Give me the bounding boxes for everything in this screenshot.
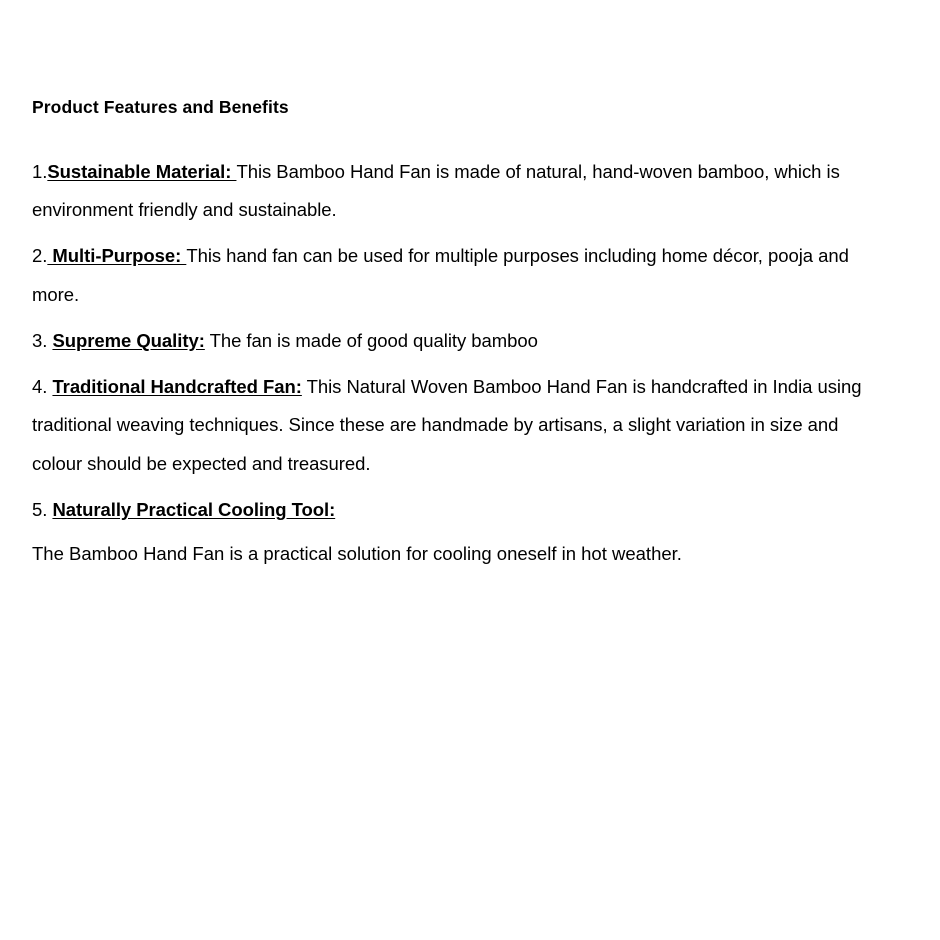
feature-number-5: 5.: [32, 499, 48, 520]
feature-item-2: [32, 237, 888, 314]
feature-body-3: The fan is made of good quality bamboo: [204, 329, 538, 351]
feature-item-1: [32, 153, 888, 230]
feature-item-4: [32, 368, 888, 483]
feature-number-3: 3.: [32, 329, 48, 351]
feature-number-4: 4.: [32, 376, 48, 398]
feature-item-3: [32, 322, 888, 360]
feature-lead-1: Sustainable Material:: [47, 160, 237, 182]
closing-paragraph: The Bamboo Hand Fan is a practical solution for cooling oneself in hot weather.: [32, 543, 682, 565]
feature-lead-2: Multi-Purpose:: [47, 245, 187, 267]
feature-body-4: This Natural Woven Bamboo Hand Fan is handcrafted in India using traditional weaving techniques. Since these are handmade by artisans, a slight variation in size and colour should be expected and treasured.: [32, 376, 862, 474]
feature-lead-5: Naturally Practical Cooling Tool:: [52, 499, 336, 520]
feature-number-2: 2.: [32, 245, 48, 267]
feature-body-1: This Bamboo Hand Fan is made of natural, hand-woven bamboo, which is environment friendly and sustainable.: [32, 160, 840, 221]
feature-item-5: [32, 491, 888, 529]
feature-body-2: This hand fan can be used for multiple purposes including home décor, pooja and more.: [32, 245, 849, 305]
feature-number-1: 1.: [32, 160, 48, 182]
page-title: Product Features and Benefits: [32, 97, 289, 117]
feature-lead-4: Traditional Handcrafted Fan:: [52, 376, 302, 398]
feature-lead-3: Supreme Quality:: [52, 329, 205, 351]
